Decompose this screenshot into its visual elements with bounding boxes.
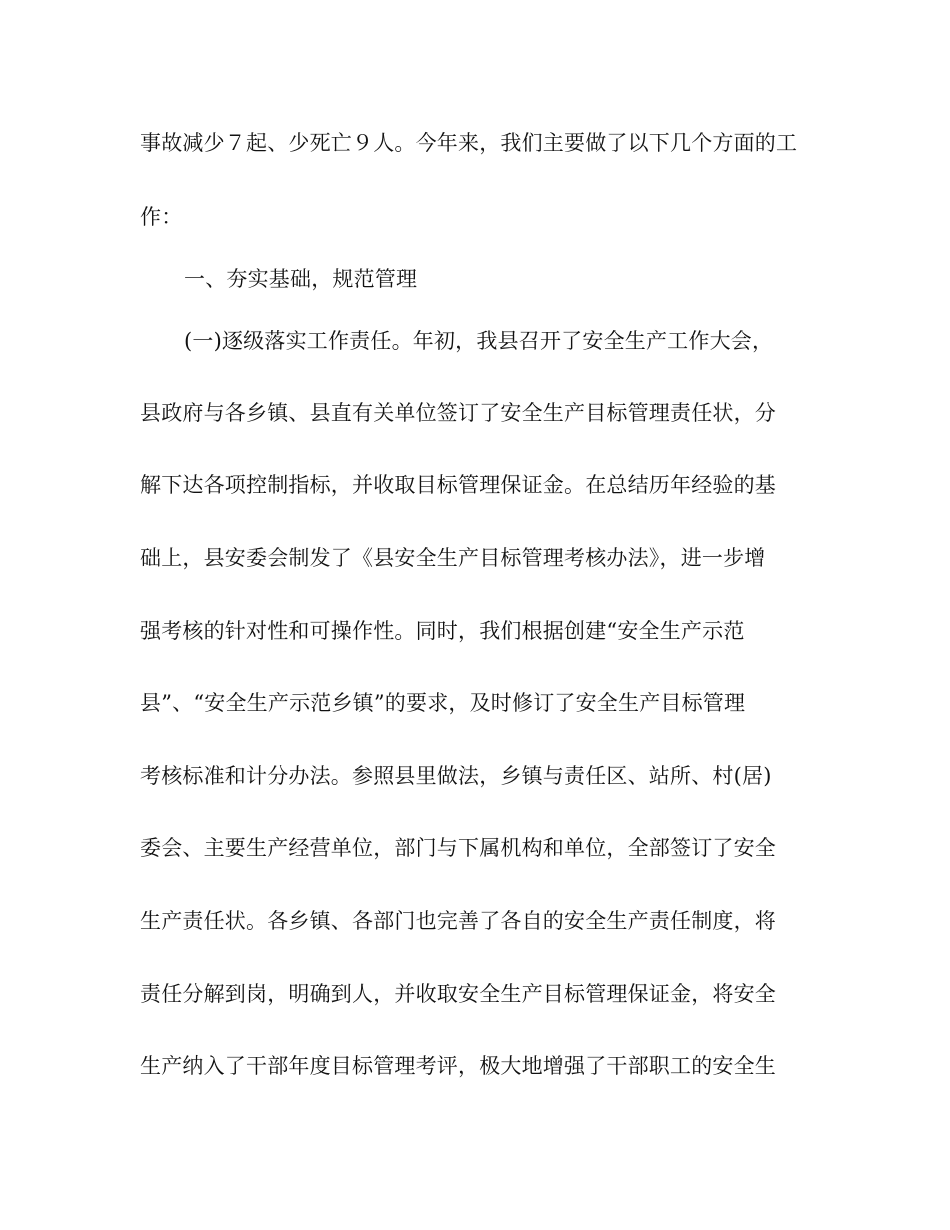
body-text-line: 础上，县安委会制发了《县安全生产目标管理考核办法》，进一步增 — [140, 546, 766, 570]
body-text-line: 责任分解到岗，明确到人，并收取安全生产目标管理保证金，将安全 — [140, 982, 776, 1006]
body-text-line: 生产纳入了干部年度目标管理考评，极大地增强了干部职工的安全生 — [140, 1054, 776, 1078]
body-text-line: 事故减少７起、少死亡９人。今年来，我们主要做了以下几个方面的工 — [140, 131, 798, 155]
body-text-line: 生产责任状。各乡镇、各部门也完善了各自的安全生产责任制度，将 — [140, 909, 776, 933]
body-text-line: 县政府与各乡镇、县直有关单位签订了安全生产目标管理责任状，分 — [140, 401, 776, 425]
body-text-line: 考核标准和计分办法。参照县里做法，乡镇与责任区、站所、村(居) — [140, 764, 772, 788]
section-heading: 一、夯实基础，规范管理 — [184, 267, 418, 291]
subsection-heading-line: (一)逐级落实工作责任。年初，我县召开了安全生产工作大会， — [184, 329, 774, 353]
body-text-line: 作： — [140, 205, 183, 229]
body-text-line: 委会、主要生产经营单位，部门与下属机构和单位，全部签订了安全 — [140, 836, 776, 860]
body-text-line: 县”、“安全生产示范乡镇”的要求，及时修订了安全生产目标管理 — [140, 691, 746, 715]
body-text-line: 强考核的针对性和可操作性。同时，我们根据创建“安全生产示范 — [140, 619, 745, 643]
body-text-line: 解下达各项控制指标，并收取目标管理保证金。在总结历年经验的基 — [140, 473, 776, 497]
